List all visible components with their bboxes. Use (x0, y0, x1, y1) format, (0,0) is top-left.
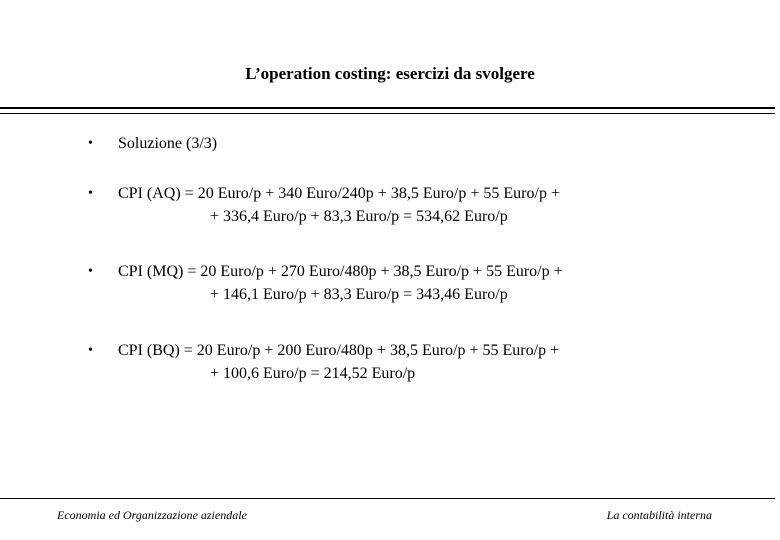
bullet-icon: • (88, 343, 93, 358)
title-divider-thick (0, 107, 775, 109)
bullet-text: CPI (AQ) = 20 Euro/p + 340 Euro/240p + 38,5 Euro/p + 55 Euro/p + (118, 185, 560, 202)
bullet-continuation: + 336,4 Euro/p + 83,3 Euro/p = 534,62 Euro/p (210, 208, 508, 225)
bullet-text: CPI (MQ) = 20 Euro/p + 270 Euro/480p + 38,5 Euro/p + 55 Euro/p + (118, 263, 563, 280)
bullet-icon: • (88, 136, 93, 151)
footer-course-name: Economia ed Organizzazione aziendale (57, 508, 247, 522)
bullet-continuation: + 100,6 Euro/p = 214,52 Euro/p (210, 365, 416, 382)
bullet-icon: • (88, 264, 93, 279)
slide-title: L’operation costing: esercizi da svolgere (245, 64, 535, 83)
footer-divider (0, 498, 775, 499)
bullet-icon: • (88, 186, 93, 201)
bullet-continuation: + 146,1 Euro/p + 83,3 Euro/p = 343,46 Euro/p (210, 286, 508, 303)
footer-section-name: La contabilità interna (606, 508, 712, 522)
bullet-text: CPI (BQ) = 20 Euro/p + 200 Euro/480p + 38,5 Euro/p + 55 Euro/p + (118, 342, 560, 359)
bullet-text: Soluzione (3/3) (118, 135, 218, 152)
title-divider-thin (0, 113, 775, 114)
